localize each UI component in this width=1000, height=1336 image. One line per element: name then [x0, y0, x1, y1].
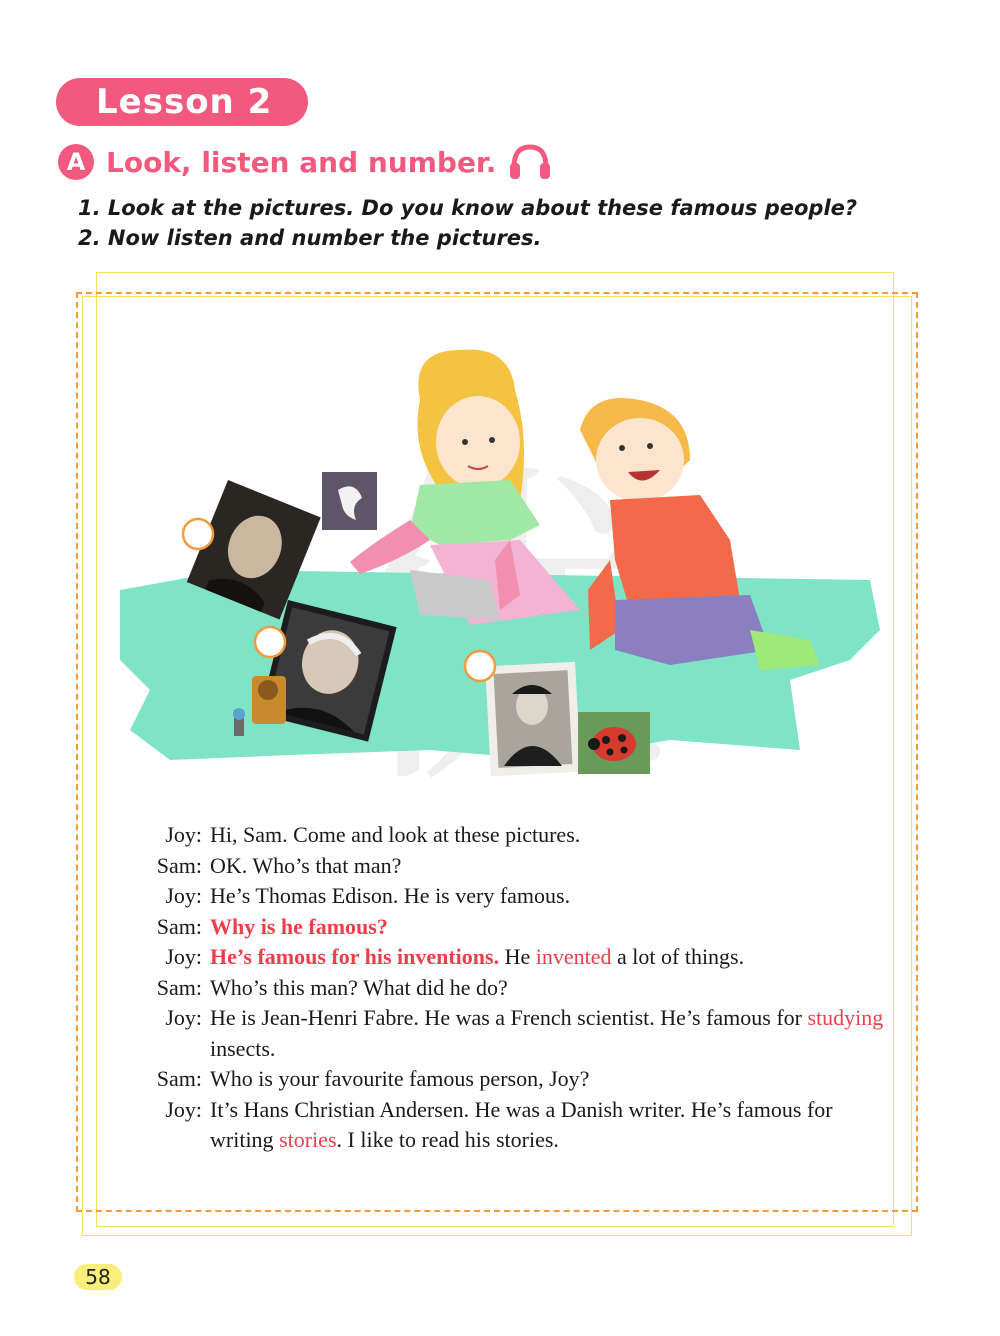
- line-text: [210, 1095, 890, 1156]
- ladybug-card: [578, 712, 650, 774]
- vocab-word: invented: [535, 944, 612, 969]
- speaker: Sam:: [156, 913, 202, 939]
- speaker: Sam:: [156, 1066, 202, 1091]
- lesson-badge: Lesson 2: [56, 78, 308, 126]
- line-text: [210, 942, 890, 973]
- number-circle-1[interactable]: [183, 519, 213, 549]
- dialogue-line: [120, 1095, 900, 1156]
- line-text: Hi, Sam. Come and look at these pictures.: [210, 822, 581, 847]
- text-fragment: a lot of things.: [611, 944, 745, 969]
- dialogue-line: [120, 1064, 900, 1095]
- line-text: Who is your favourite famous person, Joy?: [210, 1066, 590, 1091]
- page-number: 58: [74, 1264, 122, 1290]
- line-text: OK. Who’s that man?: [210, 852, 402, 878]
- instruction-2: 2. Now listen and number the pictures.: [78, 226, 542, 250]
- section-header: [58, 142, 552, 182]
- instruction-1: 1. Look at the pictures. Do you know about these famous people?: [78, 196, 858, 220]
- dialogue-line: [120, 820, 900, 851]
- dialogue-line: [120, 881, 900, 912]
- line-text-highlight: Why is he famous?: [210, 913, 388, 939]
- headphones-icon[interactable]: [508, 143, 552, 181]
- dialogue-line: [120, 1003, 900, 1064]
- section-title: Look, listen and number.: [106, 145, 497, 179]
- vocab-word: studying: [807, 1005, 884, 1030]
- illustration-scene: [110, 330, 890, 800]
- speaker: Sam:: [156, 974, 202, 1000]
- line-text: [210, 1003, 890, 1064]
- line-text: He’s Thomas Edison. He is very famous.: [210, 883, 571, 908]
- photo-fabre: [485, 662, 581, 777]
- dialogue-line: [120, 942, 900, 973]
- mermaid-card: [322, 472, 377, 530]
- number-circle-3[interactable]: [465, 651, 495, 681]
- speaker: Joy:: [165, 1005, 202, 1030]
- dialogue-line: [120, 912, 900, 943]
- text-fragment: . I like to read his stories.: [336, 1127, 559, 1152]
- speaker: Joy:: [165, 1096, 202, 1122]
- speaker: Joy:: [165, 944, 202, 969]
- number-circle-2[interactable]: [255, 627, 285, 657]
- text-fragment: He is Jean-Henri Fabre. He was a French scientist. He’s famous for: [210, 1005, 808, 1030]
- dialogue-line: [120, 851, 900, 882]
- key-sentence: He’s famous for his inventions.: [210, 944, 500, 969]
- vocab-word: stories: [279, 1127, 337, 1152]
- speaker: Joy:: [165, 822, 202, 847]
- speaker: Joy:: [165, 883, 202, 908]
- text-fragment: He: [499, 944, 536, 969]
- dialogue-line: [120, 973, 900, 1004]
- dialogue: [120, 820, 900, 1156]
- section-letter: A: [58, 144, 94, 180]
- line-text: Who’s this man? What did he do?: [210, 974, 508, 1000]
- text-fragment: It’s Hans Christian Andersen. He was a Danish writer. He’s famous for writing: [210, 1096, 833, 1152]
- text-fragment: insects.: [210, 1035, 276, 1061]
- speaker: Sam:: [156, 852, 202, 878]
